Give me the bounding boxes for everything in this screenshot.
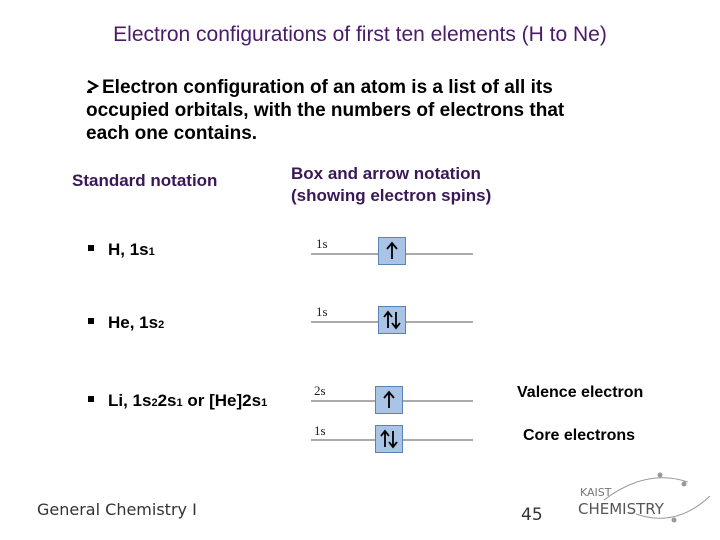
box-arrow-header-line2: (showing electron spins) <box>291 186 492 205</box>
config-item-he: He, 1s 2 <box>88 313 164 333</box>
orbital-label-li-2s: 2s <box>314 383 326 398</box>
intro-text: Electron configuration of an atom is a list of all its occupied orbitals, with the numbers of electrons that each one contains. <box>86 77 565 144</box>
square-bullet-icon <box>88 318 94 324</box>
kaist-chemistry-logo <box>576 470 716 526</box>
box-arrow-header-line1: Box and arrow notation <box>291 164 481 183</box>
standard-notation-header: Standard notation <box>72 171 218 190</box>
spin-up-down-arrows-icon <box>381 309 403 331</box>
orbital-label-li-1s: 1s <box>314 423 326 438</box>
spin-up-arrow-icon <box>379 389 399 411</box>
logo-bottom-text: CHEMISTRY <box>578 500 664 518</box>
intro-bullet <box>86 76 606 145</box>
arrow-bullet-icon <box>86 76 102 99</box>
box-arrow-header <box>291 163 491 207</box>
config-item-li: Li, 1s 2 2s 1 or [He]2s 1 <box>88 391 267 411</box>
course-footer: General Chemistry I <box>37 500 197 519</box>
orbital-box-he-1s <box>378 306 406 334</box>
orbital-box-li-2s <box>375 386 403 414</box>
square-bullet-icon <box>88 396 94 402</box>
orbital-label-h-1s: 1s <box>316 236 328 251</box>
spin-up-arrow-icon <box>382 240 402 262</box>
slide-title: Electron configurations of first ten elements (H to Ne) <box>113 23 607 46</box>
page-number: 45 <box>521 505 543 525</box>
square-bullet-icon <box>88 245 94 251</box>
orbital-label-he-1s: 1s <box>316 304 328 319</box>
logo-top-text: KAIST <box>580 486 612 499</box>
orbital-box-h-1s <box>378 237 406 265</box>
valence-electron-label: Valence electron <box>517 384 644 401</box>
orbital-box-li-1s <box>375 425 403 453</box>
spin-up-down-arrows-icon <box>378 428 400 450</box>
config-item-h: H, 1s 1 <box>88 240 155 260</box>
core-electrons-label: Core electrons <box>523 427 636 444</box>
